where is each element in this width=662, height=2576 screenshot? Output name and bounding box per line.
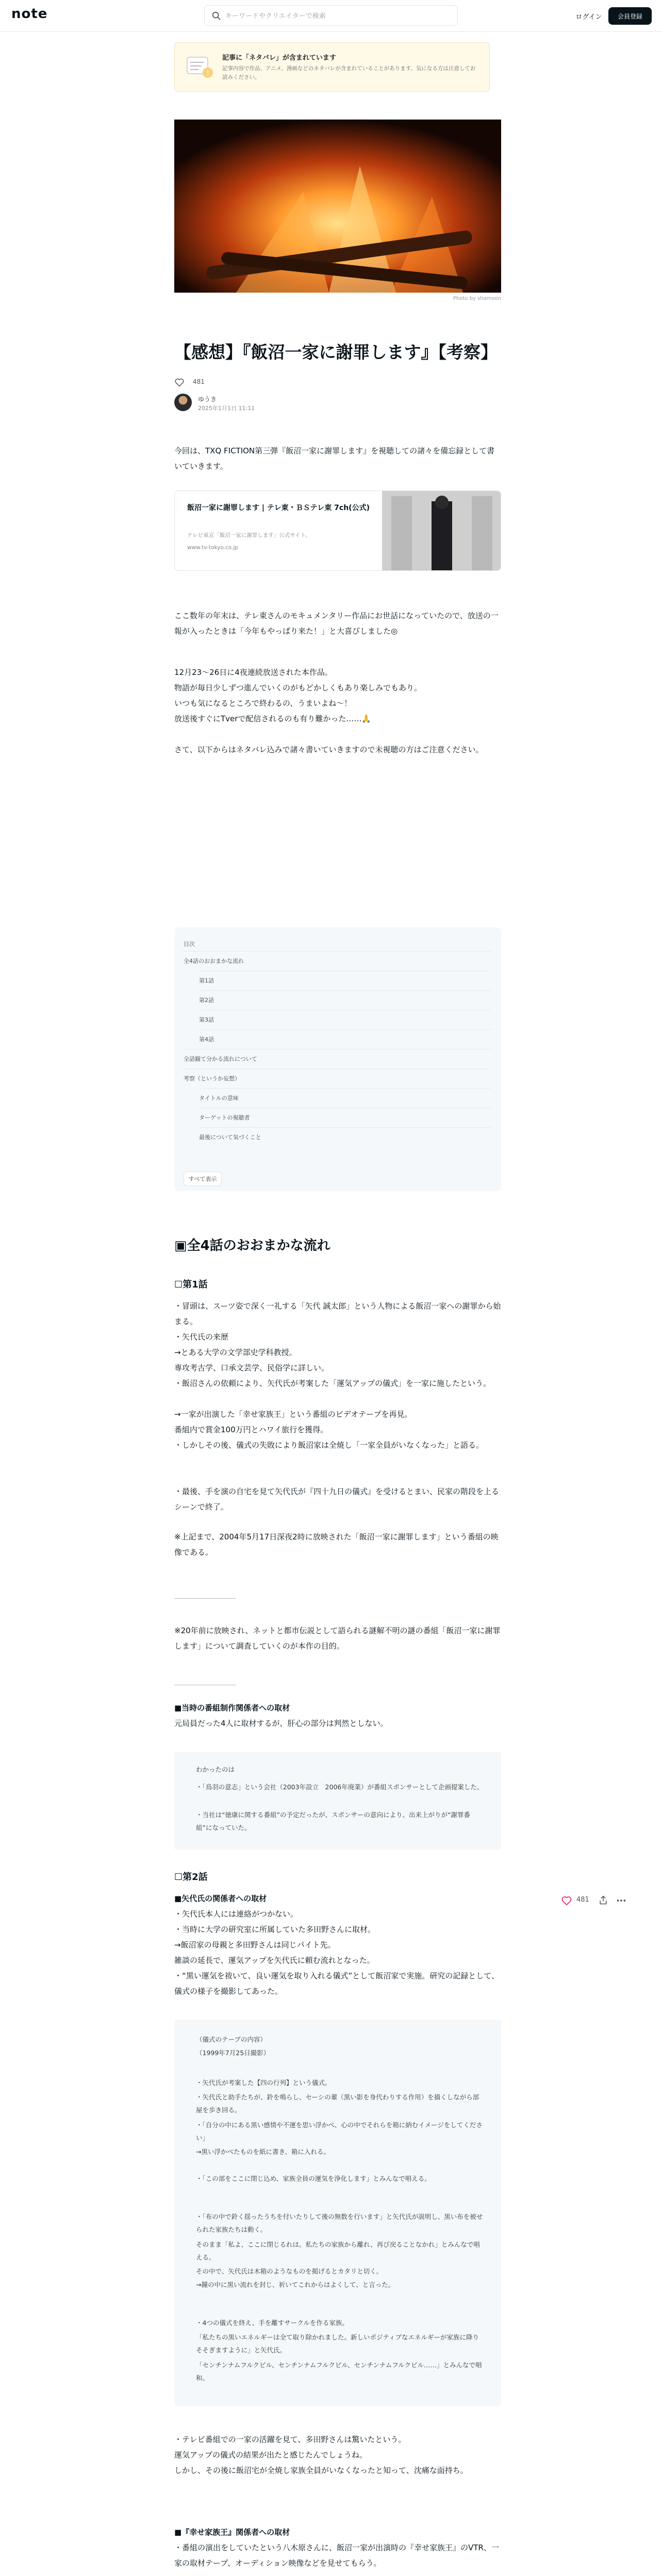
quote-line: ・矢代氏が考案した【四の行列】という儀式。 [196, 2079, 332, 2087]
hero-image [174, 120, 501, 293]
body-line: 運気アップの儀式の結果が出たと感じたんでしょうね。 [174, 2450, 367, 2460]
body-line: ※上記まで、2004年5月17日深夜2時に放映された「飯沼一家に謝罪します」という番組の映像である。 [174, 1532, 499, 1557]
quote-line: わかったのは [196, 1766, 235, 1773]
search-input[interactable] [225, 10, 447, 22]
body-line: いつも気になるところで終わるの、うまいよね〜！ [174, 699, 352, 708]
toc-header: 目次 [184, 941, 195, 947]
body-line: ・しかしその後、儀式の失敗により飯沼家は全焼し「一家全員がいなくなった」と語る。 [174, 1440, 484, 1450]
quote-line: ・「自分の中にある黒い感情や不運を思い浮かべ、心の中でそれらを箱に納むイメージをしてください」 [196, 2121, 483, 2142]
embed-domain: www.tv-tokyo.co.jp [187, 545, 238, 551]
quote-line: そのまま「私よ、ここに閉じるれは。私たちの家族から離れ、再び戻ることなかれ」とみんなで唱える。 [196, 2241, 480, 2261]
svg-text:!: ! [206, 70, 209, 77]
quote-line: 「センチンナムフルクビル、センチンナムフルクビル、センチンナムフルクビル……」とみんなで唱和。 [196, 2361, 482, 2382]
search-box[interactable] [204, 5, 458, 26]
divider [174, 1598, 236, 1599]
sub-heading: ■当時の番組制作関係者への取材 [174, 1703, 290, 1713]
embed-thumbnail [382, 491, 501, 571]
body-line: ・最後、手を演の自宅を見て矢代氏が『四十九日の儀式』を受けるとまい、民家の階段を上るシーンで終了。 [174, 1487, 500, 1512]
body-paragraph: ここ数年の年末は、テレ東さんのモキュメンタリー作品にお世話になっていたので、放送の一報が入ったときは「今年もやっぱり来た！」と大喜びしました◎ [174, 611, 499, 636]
person-bowing-image [382, 491, 501, 571]
signup-button[interactable]: 会員登録 [608, 7, 652, 25]
quote-line: →鐘の中に黒い流れを封じ、祈いてこれからはよくして、と言った。 [196, 2281, 395, 2289]
like-count: 481 [193, 378, 205, 385]
toc-item[interactable]: 全4話のおおまかな流れ [184, 951, 491, 971]
episode-heading: ☐第2話 [174, 1872, 208, 1883]
body-line: ・矢代氏の来歴 [174, 1332, 229, 1342]
quote-line: ・4つの儀式を終え、手を離すサークルを作る家族。 [196, 2319, 349, 2327]
side-like-count: 481 [576, 1896, 589, 1904]
notice-title: 記事に「ネタバレ」が含まれています [222, 54, 336, 62]
body-line: →一家が出演した「幸せ家族王」という番組のビデオテープを再見。 [174, 1410, 412, 1419]
heart-icon[interactable] [561, 1895, 572, 1906]
quote-block [174, 2020, 501, 2406]
notice-illustration-icon [183, 50, 215, 82]
body-line: しかし、その後に飯沼宅が全焼し家族全員がいなくなったと知って、沈痛な面持ち。 [174, 2466, 468, 2475]
quote-line: →黒い浮かべたものを紙に書き、箱に入れる。 [196, 2148, 330, 2156]
body-line: ・“黒い運気を祓いて、良い運気を取り入れる儀式”として飯沼家で実施。研究の記録として、儀式の様子を撮影してあった。 [174, 1971, 499, 1996]
notice-body: 記事内容で作品、アニメ、漫画などのネタバレが含まれていることがあります。気になる方は注意してお読みください。 [222, 65, 476, 80]
body-line: 番組内で賞金100万円とハワイ旅行を獲得。 [174, 1425, 328, 1434]
episode-heading: ☐第1話 [174, 1279, 208, 1290]
section-heading: ▣全4話のおおまかな流れ [174, 1238, 330, 1253]
quote-line: その中で、矢代氏は木箱のようなものを掲げるとカタリと切く。 [196, 2267, 383, 2275]
toc-item[interactable]: 最後について気づくこと [199, 1127, 491, 1147]
quote-line: ・「鳥羽の意志」という会社（2003年設立 2006年廃業）が番組スポンサーとして企画提案した。 [196, 1783, 484, 1791]
campfire-image [174, 120, 501, 293]
toc-item[interactable]: 第2話 [199, 990, 491, 1010]
quote-line: （1999年7月25日撮影） [196, 2049, 270, 2057]
body-line: ・冒頭は、スーツ姿で深く一礼する「矢代 誠太郎」という人物による飯沼一家への謝罪から始まる。 [174, 1301, 501, 1326]
body-line: 雑談の延長で、運気アップを矢代氏に頼む流れとなった。 [174, 1956, 375, 1965]
photo-credit: Photo by shamoon [453, 296, 501, 301]
heart-icon[interactable] [174, 377, 185, 387]
quote-line: ・当社は“徳康に関する番組”の予定だったが、スポンサーの意向により、出来上がりが“謝罪番組”になっていた。 [196, 1811, 470, 1832]
toc-item[interactable]: タイトルの意味 [199, 1088, 491, 1108]
toc-item[interactable]: 全話観て分かる流れについて [184, 1049, 491, 1069]
spoiler-warning-paragraph: さて、以下からはネタバレ込みで諸々書いていきますので未視聴の方はご注意ください。 [174, 745, 484, 754]
toc-item[interactable]: 第1話 [199, 971, 491, 990]
body-line: 物語が毎日少しずつ進んでいくのがもどかしくもあり楽しみでもあり。 [174, 683, 422, 692]
body-line: →飯沼家の母親と多田野さんは同じパイト先。 [174, 1940, 336, 1950]
body-line: 12月23〜26日に4夜連続放送された本作品。 [174, 668, 333, 677]
toc-item[interactable]: ターゲットの視聴者 [199, 1108, 491, 1127]
author-avatar[interactable] [174, 394, 192, 411]
body-line: 専攻考古学、口承文芸学、民俗学に詳しい。 [174, 1363, 329, 1372]
quote-block [174, 1752, 501, 1850]
body-line: ・テレビ番組での一家の活躍を見て、多田野さんは驚いたという。 [174, 2435, 406, 2444]
intro-paragraph: 今回は、TXQ FICTION第三弾『飯沼一家に謝罪します』を視聴しての諸々を備忘録として書いていきます。 [174, 446, 495, 471]
share-icon[interactable] [598, 1895, 608, 1905]
more-options-icon[interactable] [616, 1895, 627, 1906]
search-icon [212, 11, 221, 21]
body-line: 放送後すぐにTverで配信されるのも有り難かった……🙏 [174, 714, 372, 723]
table-of-contents [174, 927, 501, 1191]
body-line: ※20年前に放映され、ネットと都市伝説として語られる謎解不明の謎の番組「飯沼一家に謝罪します」について調査していくのが本作の目的。 [174, 1626, 501, 1651]
toc-item[interactable]: 第4話 [199, 1029, 491, 1049]
toc-item[interactable]: 第3話 [199, 1010, 491, 1029]
body-line: ・番組の演出をしていたという八木原さんに、飯沼一家が出演時の『幸せ家族王』のVTR、一家の取材テープ、オーディション映像などを見せてもらう。 [174, 2543, 499, 2568]
sub-heading: ■『幸せ家族王』関係者への取材 [174, 2528, 290, 2537]
embed-description: テレビ東京「飯沼一家に謝罪します」公式サイト。 [187, 532, 311, 538]
quote-line: （儀式のテープの内容） [196, 2036, 267, 2043]
quote-line: ・矢代氏と助手たちが、鈴を鳴らし、セーシの輩（黒い影を身代わりする作用）を描くしながら部屋を歩き回る。 [196, 2093, 479, 2114]
spoiler-notice [174, 42, 490, 92]
body-line: →とある大学の文学部史学科教授。 [174, 1348, 297, 1357]
author-name[interactable]: ゆうき [198, 396, 217, 403]
body-line: ・当時に大学の研究室に所属していた多田野さんに取材。 [174, 1925, 376, 1934]
sub-heading: ■矢代氏の関係者への取材 [174, 1894, 267, 1903]
body-line: ・矢代氏本人には連絡がつかない。 [174, 1909, 299, 1919]
toc-show-all-button[interactable]: すべて表示 [184, 1172, 222, 1186]
publish-date: 2025年1月1日 11:11 [198, 405, 255, 412]
note-logo[interactable]: note [11, 6, 48, 22]
login-button[interactable]: ログイン [572, 7, 605, 25]
quote-line: ・「布の中で鈴く揺ったうちを付いたりして後の無数を行います」と矢代氏が説明し、黒い布を被せられた家族たちは動く。 [196, 2213, 483, 2233]
toc-item[interactable]: 考察（というか妄想） [184, 1069, 491, 1088]
link-embed-card[interactable] [174, 490, 501, 571]
body-line: 元局員だった4人に取材するが、肝心の部分は判然としない。 [174, 1719, 388, 1728]
embed-title: 飯沼一家に謝罪します | テレ東・ＢＳテレ東 7ch(公式) [187, 504, 370, 512]
quote-line: ・「この部をここに閉じ込め、家族全員の運気を浄化します」とみんなで唱える。 [196, 2175, 431, 2182]
article-title: 【感想】『飯沼一家に謝罪します』【考察】 [174, 342, 498, 362]
body-line: ・飯沼さんの依頼により、矢代氏が考案した「運気アップの儀式」を一家に施したという。 [174, 1379, 491, 1388]
site-header [0, 0, 662, 32]
quote-line: 「私たちの黒いエネルギーは全て取り除かれました。新しいポジティブなエネルギーが家族に降りそそぎますように」と矢代氏。 [196, 2333, 479, 2354]
